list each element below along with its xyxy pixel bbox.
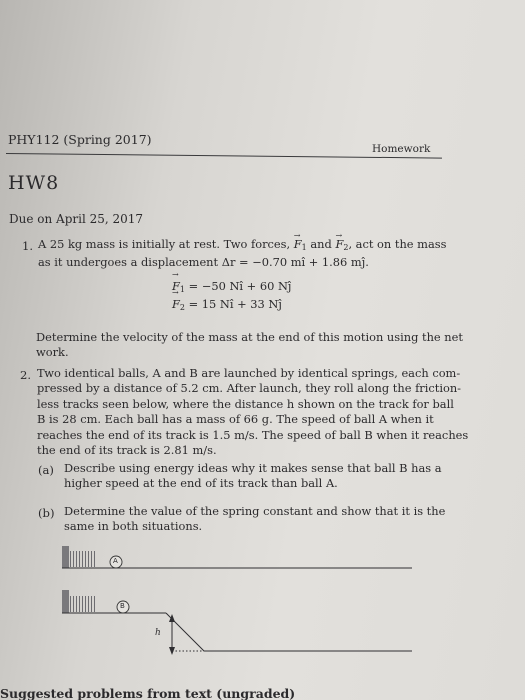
page-title: HW8 — [8, 172, 60, 194]
part-b-text: Determine the value of the spring constant and show that it is the same in both situations. — [64, 504, 446, 534]
problem-1-line-1c: , act on the mass — [348, 237, 447, 251]
problem-1-line-1a: A 25 kg mass is initially at rest. Two forces, — [38, 237, 291, 251]
part-b-label: (b) — [38, 506, 55, 520]
force-2-symbol: → F — [335, 237, 343, 251]
h-label: h — [155, 628, 161, 638]
problem-1-question: Determine the velocity of the mass at the end of this motion using the net work. — [36, 330, 463, 360]
h-arrow-tail — [169, 647, 175, 655]
track-b — [62, 590, 412, 655]
problem-2-number: 2. — [20, 368, 32, 382]
doc-type-header: Homework — [372, 143, 431, 155]
force-1-symbol: → F — [294, 237, 302, 251]
course-header: PHY112 (Spring 2017) — [8, 132, 152, 147]
ball-b-label: B — [120, 602, 125, 610]
problem-1-line-2: as it undergoes a displacement Δr = −0.70 mî + 1.86 mĵ. — [38, 255, 369, 270]
spring-b — [69, 596, 97, 612]
spring-a — [69, 551, 97, 567]
wall-a — [62, 546, 69, 568]
footer-heading: Suggested problems from text (ungraded) — [0, 686, 296, 700]
part-a-label: (a) — [38, 463, 54, 477]
wall-b — [62, 590, 69, 613]
due-date: Due on April 25, 2017 — [9, 212, 144, 226]
force-1-equation: → $F_1 = -50$ Nî + 60 Nĵ — [172, 279, 291, 294]
force-2-equation: → $F_2 = 15$ Nî + 33 Nĵ — [172, 297, 282, 312]
problem-2-text: Two identical balls, A and B are launched by identical springs, each com- pressed by a distance of 5.2 cm. After launch, they roll along the friction- less tracks seen below, where the distance h shown on the track for ball B is 28 cm. Each ball has a mass of 66 g. The speed of ball A when it reaches the end of its track is 1.5 m/s. The speed of ball B when it reaches the end of its track is 2.81 m/s. — [37, 366, 469, 458]
ball-a-label: A — [113, 557, 118, 565]
h-arrow-head — [169, 614, 175, 622]
problem-1-text: A 25 kg mass is initially at rest. Two forces, → $F_1$ and → $F_2$, act on the mass as it undergoes a displacement Δr = −0.70 mî + 1.86 mĵ. — [38, 237, 448, 271]
part-a-text: Describe using energy ideas why it makes sense that ball B has a higher speed at the end of its track than ball A. — [64, 461, 442, 491]
problem-1-line-1b: and — [310, 237, 332, 251]
problem-1-number: 1. — [22, 239, 34, 253]
